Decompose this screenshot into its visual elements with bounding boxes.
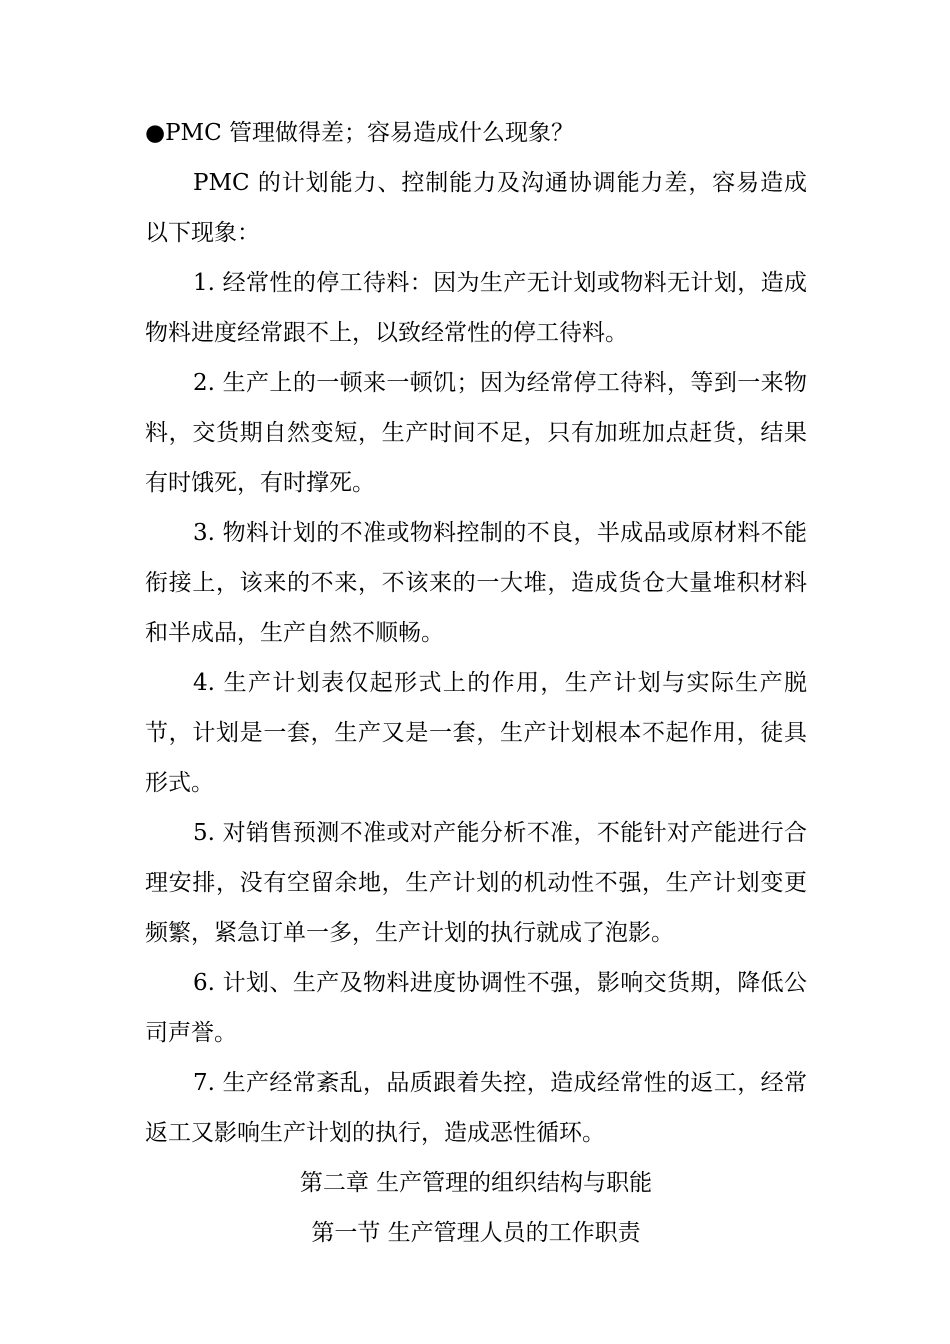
list-item: 6. 计划、生产及物料进度协调性不强，影响交货期，降低公司声誉。	[145, 970, 807, 1046]
list-item: 3. 物料计划的不准或物料控制的不良，半成品或原材料不能衔接上，该来的不来，不该来的一大堆，造成货仓大量堆积材料和半成品，生产自然不顺畅。	[145, 520, 807, 646]
question-heading: ●PMC 管理做得差；容易造成什么现象？	[145, 120, 575, 146]
list-item: 1. 经常性的停工待料：因为生产无计划或物料无计划，造成物料进度经常跟不上，以致经常性的停工待料。	[145, 270, 807, 346]
list-item: 4. 生产计划表仅起形式上的作用，生产计划与实际生产脱节，计划是一套，生产又是一套，生产计划根本不起作用，徒具形式。	[145, 670, 807, 796]
chapter-title: 第二章 生产管理的组织结构与职能	[299, 1170, 653, 1196]
document-page	[145, 108, 807, 1258]
list-item: 5. 对销售预测不准或对产能分析不准，不能针对产能进行合理安排，没有空留余地，生产计划的机动性不强，生产计划变更频繁，紧急订单一多，生产计划的执行就成了泡影。	[145, 820, 807, 946]
intro-paragraph: PMC 的计划能力、控制能力及沟通协调能力差，容易造成以下现象：	[145, 170, 807, 246]
section-title: 第一节 生产管理人员的工作职责	[311, 1220, 641, 1246]
list-item: 7. 生产经常紊乱，品质跟着失控，造成经常性的返工，经常返工又影响生产计划的执行，造成恶性循环。	[145, 1070, 807, 1146]
list-item: 2. 生产上的一顿来一顿饥；因为经常停工待料，等到一来物料，交货期自然变短，生产时间不足，只有加班加点赶货，结果有时饿死，有时撑死。	[145, 370, 807, 496]
